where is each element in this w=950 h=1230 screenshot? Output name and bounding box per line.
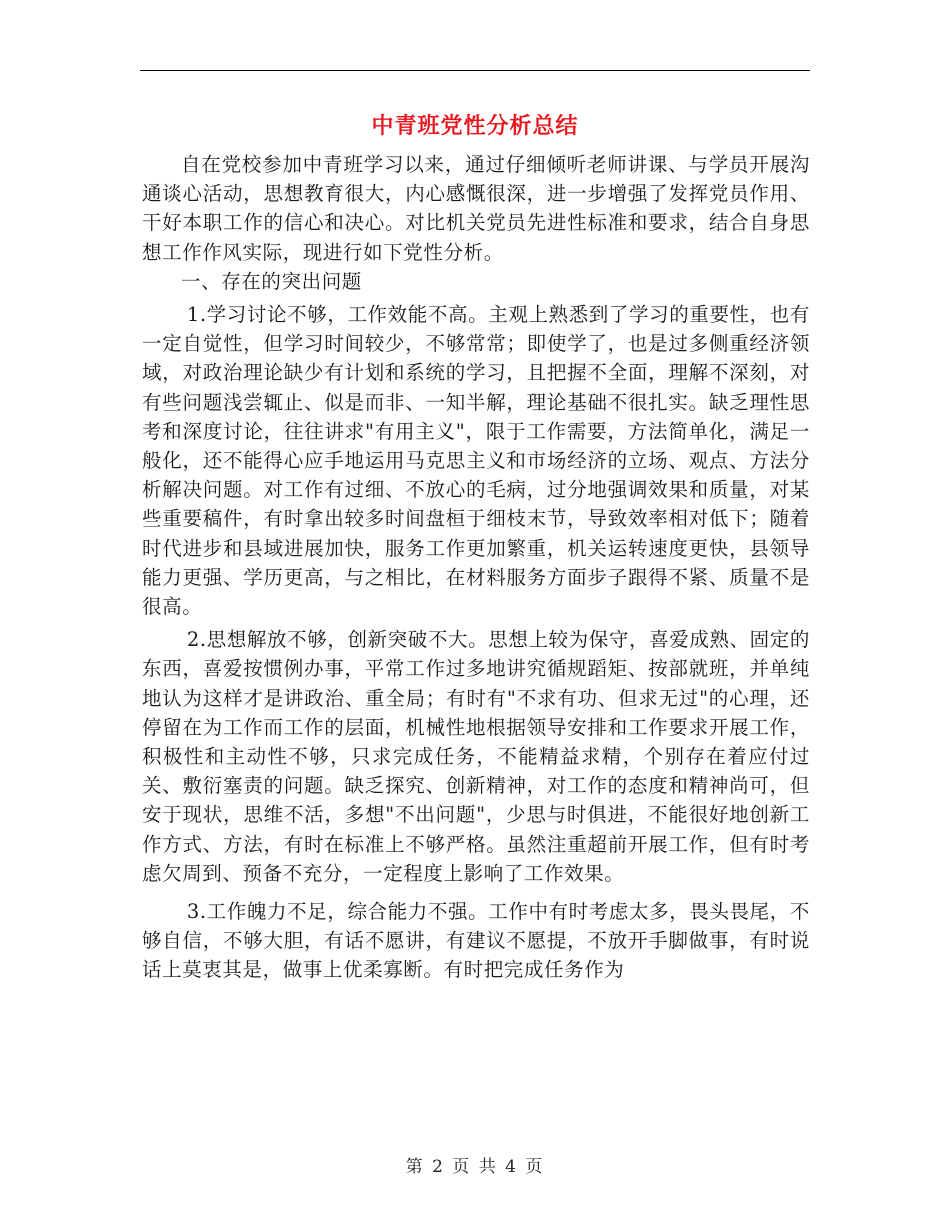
- problem-item-3: 3.工作魄力不足，综合能力不强。工作中有时考虑太多，畏头畏尾，不够自信，不够大胆，有话不愿讲，有建议不愿提，不放开手脚做事，有时说话上莫衷其是，做事上优柔寡断。有时把完成任务作为: [142, 900, 810, 982]
- problem-item-2: 2.思想解放不够，创新突破不大。思想上较为保守，喜爱成熟、固定的东西，喜爱按惯例办事，平常工作过多地讲究循规蹈矩、按部就班，并单纯地认为这样才是讲政治、重全局；有时有"不求有功、但求无过"的心理，还停留在为工作而工作的层面，机械性地根据领导安排和工作要求开展工作，积极性和主动性不够，只求完成任务，不能精益求精，个别存在着应付过关、敷衍塞责的问题。缺乏探究、创新精神，对工作的态度和精神尚可，但安于现状，思维不活，多想"不出问题"，少思与时俱进，不能很好地创新工作方式、方法，有时在标准上不够严格。虽然注重超前开展工作，但有时考虑欠周到、预备不充分，一定程度上影响了工作效果。: [142, 628, 810, 885]
- intro-paragraph: 自在党校参加中青班学习以来，通过仔细倾听老师讲课、与学员开展沟通谈心活动，思想教育很大，内心感慨很深，进一步增强了发挥党员作用、干好本职工作的信心和决心。对比机关党员先进性标准和要求，结合自身思想工作作风实际，现进行如下党性分析。: [142, 153, 810, 264]
- section-heading: 一、存在的突出问题: [181, 269, 362, 293]
- document-body: [142, 150, 810, 985]
- header-rule: [140, 70, 810, 71]
- problem-item-1: 1.学习讨论不够，工作效能不高。主观上熟悉到了学习的重要性，也有一定自觉性，但学习时间较少，不够常常；即使学了，也是过多侧重经济领域，对政治理论缺少有计划和系统的学习，且把握不全面，理解不深刻，对有些问题浅尝辄止、似是而非、一知半解，理论基础不很扎实。缺乏理性思考和深度讨论，往往讲求"有用主义"，限于工作需要，方法简单化，满足一般化，还不能得心应手地运用马克思主义和市场经济的立场、观点、方法分析解决问题。对工作有过细、不放心的毛病，过分地强调效果和质量，对某些重要稿件，有时拿出较多时间盘桓于细枝末节，导致效率相对低下；随着时代进步和县域进展加快，服务工作更加繁重，机关运转速度更快，县领导能力更强、学历更高，与之相比，在材料服务方面步子跟得不紧、质量不是很高。: [142, 303, 810, 619]
- page-number: 第 2 页 共 4 页: [405, 1157, 545, 1177]
- document-title: 中青班党性分析总结: [371, 113, 579, 139]
